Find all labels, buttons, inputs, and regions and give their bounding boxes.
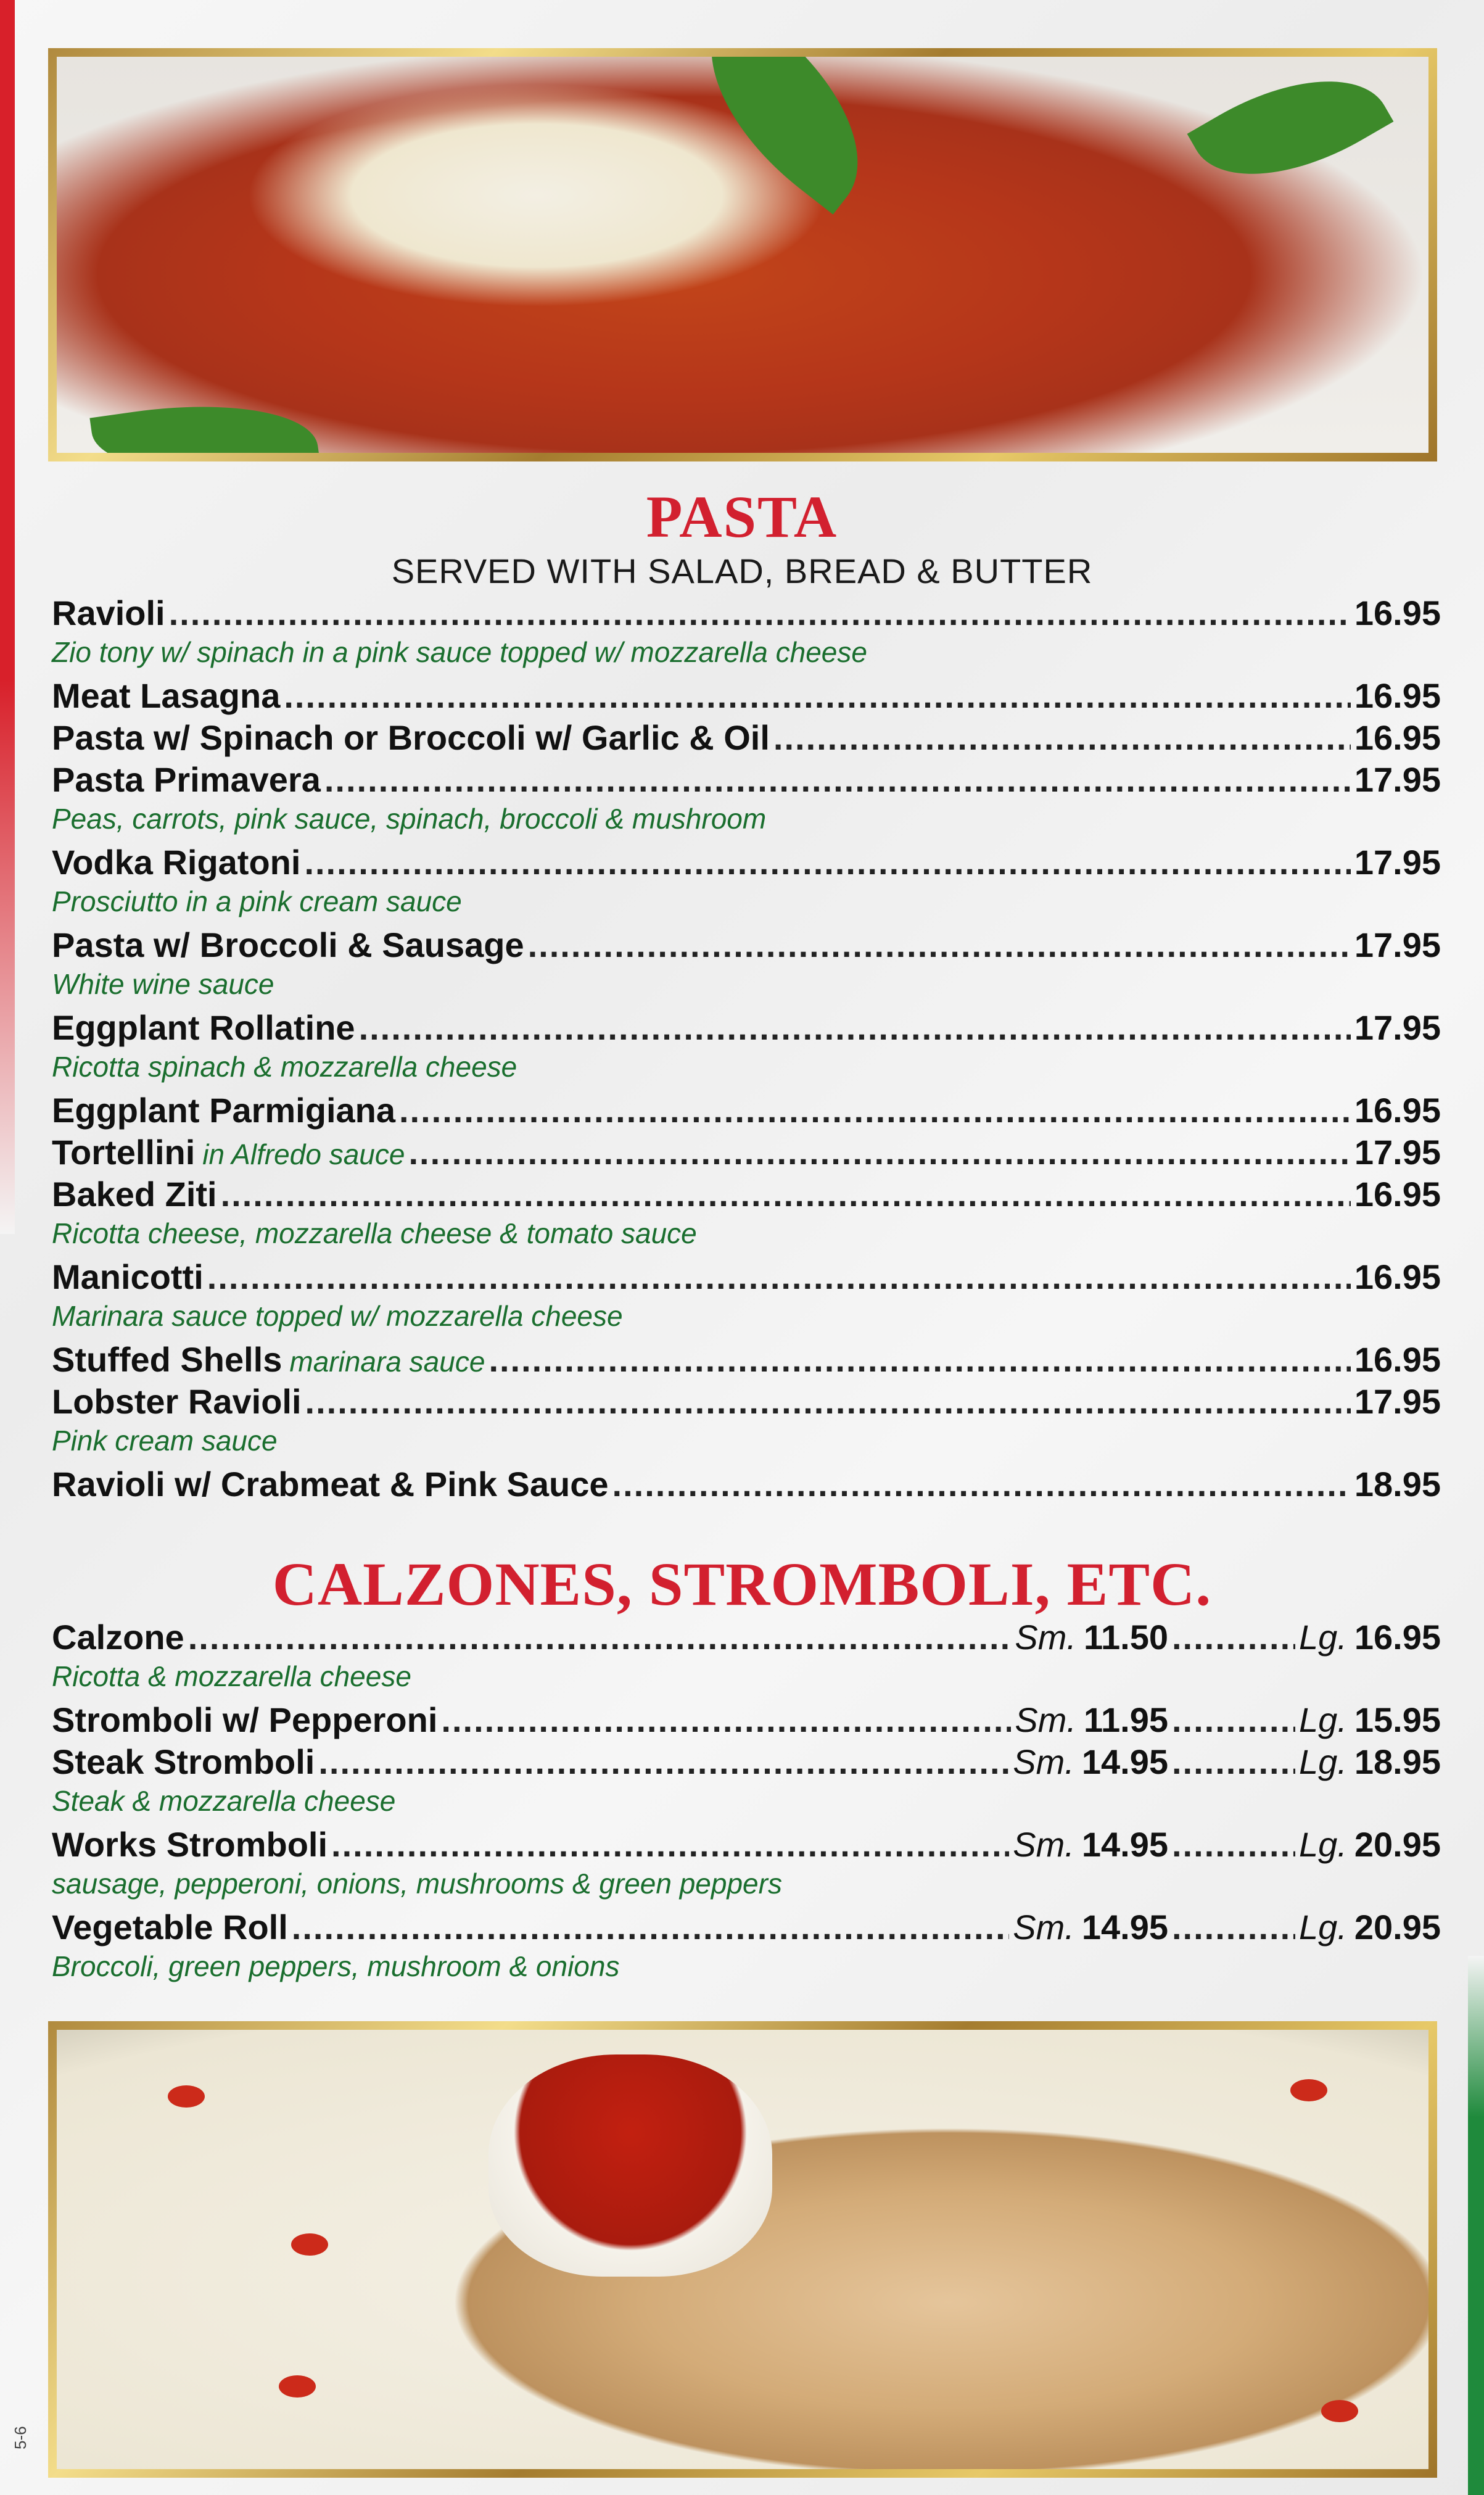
- menu-item-row: [52, 717, 1441, 759]
- dot-leader: [221, 1173, 1351, 1215]
- menu-item-row: [52, 1132, 1441, 1173]
- dot-leader: [488, 1339, 1350, 1381]
- flag-stripe-right: [1468, 1956, 1484, 2495]
- menu-item-price: 17.95: [1354, 1382, 1441, 1421]
- pasta-menu-list: [52, 592, 1441, 1505]
- menu-item-price: 16.95: [1354, 1175, 1441, 1214]
- menu-item-name: Calzone: [52, 1618, 184, 1657]
- menu-item-price: 16.95: [1354, 676, 1441, 715]
- menu-item-name: Ravioli: [52, 594, 165, 632]
- menu-item-name: Stuffed Shells: [52, 1340, 282, 1379]
- size-label-small: Sm.: [1015, 1700, 1076, 1739]
- menu-item-name: Steak Stromboli: [52, 1742, 315, 1781]
- large-price: 20.95: [1354, 1908, 1441, 1947]
- menu-item-row: [52, 1616, 1441, 1658]
- large-price: 18.95: [1354, 1742, 1441, 1781]
- size-label-large: Lg.: [1299, 1825, 1347, 1864]
- basil-leaf-icon: [1187, 57, 1394, 214]
- calzone-photo-frame: [48, 2021, 1437, 2478]
- pasta-photo-frame: [48, 48, 1437, 461]
- menu-item-price: 17.95: [1354, 1008, 1441, 1047]
- dot-leader: [408, 1132, 1350, 1173]
- menu-item-row: [52, 1741, 1441, 1783]
- menu-item-row: [52, 1463, 1441, 1505]
- size-label-small: Sm.: [1013, 1825, 1074, 1864]
- sauce-dot-icon: [279, 2375, 316, 2398]
- menu-item-row: [52, 1699, 1441, 1741]
- menu-item-description: Ricotta & mozzarella cheese: [52, 1660, 411, 1692]
- menu-item-description: White wine sauce: [52, 968, 274, 1000]
- calzone-menu-list: [52, 1616, 1441, 1989]
- menu-item-description: Peas, carrots, pink sauce, spinach, broccoli & mushroom: [52, 803, 767, 835]
- menu-item-name: Eggplant Parmigiana: [52, 1091, 395, 1130]
- menu-item-row: [52, 1339, 1441, 1381]
- menu-item-price: 16.95: [1354, 1340, 1441, 1379]
- dot-leader: [305, 1381, 1351, 1423]
- menu-item-description: Broccoli, green peppers, mushroom & onions: [52, 1950, 620, 1982]
- menu-item-price: 16.95: [1354, 594, 1441, 632]
- menu-item-price: 17.95: [1354, 843, 1441, 882]
- dot-leader: [292, 1906, 1010, 1948]
- menu-item-row: [52, 842, 1441, 883]
- menu-item-row: [52, 759, 1441, 801]
- menu-item-name: Vodka Rigatoni: [52, 843, 301, 882]
- menu-item-description: Steak & mozzarella cheese: [52, 1785, 396, 1817]
- sauce-dot-icon: [291, 2233, 328, 2256]
- page-code: 5-6: [11, 2426, 30, 2449]
- menu-item-description: Zio tony w/ spinach in a pink sauce topped w/ mozzarella cheese: [52, 636, 867, 668]
- dot-leader: [331, 1824, 1009, 1866]
- small-price: 14.95: [1081, 1825, 1168, 1864]
- dot-leader: [284, 675, 1351, 717]
- dot-leader: [612, 1463, 1351, 1505]
- menu-item-row: [52, 1173, 1441, 1215]
- dot-leader: [441, 1699, 1011, 1741]
- menu-item-name: Eggplant Rollatine: [52, 1008, 355, 1047]
- flag-stripe-left: [0, 0, 15, 1234]
- dot-leader: [324, 759, 1351, 801]
- large-price: 15.95: [1354, 1700, 1441, 1739]
- pasta-section-subtitle: SERVED WITH SALAD, BREAD & BUTTER: [391, 552, 1093, 590]
- size-label-small: Sm.: [1013, 1742, 1074, 1781]
- menu-item-name: Stromboli w/ Pepperoni: [52, 1700, 438, 1739]
- dot-leader: [169, 592, 1351, 634]
- dot-leader: [399, 1090, 1351, 1132]
- menu-item-name: Pasta Primavera: [52, 760, 321, 799]
- menu-item-row: [52, 592, 1441, 634]
- menu-item-description: Ricotta spinach & mozzarella cheese: [52, 1051, 517, 1083]
- marinara-cup-icon: [488, 2054, 772, 2277]
- menu-item-row: [52, 924, 1441, 966]
- menu-item-description: Ricotta cheese, mozzarella cheese & tomato sauce: [52, 1217, 697, 1249]
- dot-leader: [773, 717, 1351, 759]
- sauce-dot-icon: [1321, 2400, 1358, 2422]
- menu-item-price: 17.95: [1354, 925, 1441, 964]
- menu-item-name: Lobster Ravioli: [52, 1382, 302, 1421]
- menu-item-description: Marinara sauce topped w/ mozzarella cheese: [52, 1300, 623, 1332]
- small-price: 11.95: [1083, 1700, 1168, 1739]
- dot-leader: [1172, 1824, 1295, 1866]
- menu-item-row: [52, 1906, 1441, 1948]
- menu-item-row: [52, 1256, 1441, 1298]
- size-label-large: Lg.: [1299, 1618, 1347, 1657]
- menu-item-description: Prosciutto in a pink cream sauce: [52, 885, 462, 917]
- small-price: 11.50: [1083, 1618, 1168, 1657]
- dot-leader: [1172, 1699, 1295, 1741]
- dot-leader: [1172, 1906, 1295, 1948]
- menu-item-price: 17.95: [1354, 760, 1441, 799]
- small-price: 14.95: [1081, 1908, 1168, 1947]
- menu-item-row: [52, 1007, 1441, 1049]
- calzones-section-title: CALZONES, STROMBOLI, ETC.: [272, 1550, 1212, 1618]
- size-label-large: Lg.: [1299, 1908, 1347, 1947]
- dot-leader: [528, 924, 1351, 966]
- menu-item-name: Vegetable Roll: [52, 1908, 288, 1947]
- basil-leaf-icon: [668, 57, 902, 215]
- menu-item-description: Pink cream sauce: [52, 1425, 278, 1457]
- pasta-section-title: PASTA: [646, 484, 838, 550]
- small-price: 14.95: [1081, 1742, 1168, 1781]
- size-label-large: Lg.: [1299, 1742, 1347, 1781]
- menu-item-name: Meat Lasagna: [52, 676, 281, 715]
- menu-item-row: [52, 1381, 1441, 1423]
- dot-leader: [359, 1007, 1351, 1049]
- menu-item-name: Ravioli w/ Crabmeat & Pink Sauce: [52, 1465, 609, 1504]
- dot-leader: [188, 1616, 1012, 1658]
- sauce-dot-icon: [1290, 2079, 1327, 2101]
- dot-leader: [1172, 1616, 1295, 1658]
- menu-item-price: 16.95: [1354, 1091, 1441, 1130]
- dot-leader: [304, 842, 1350, 883]
- chicken-parmigiana-photo: [57, 57, 1428, 453]
- dot-leader: [318, 1741, 1009, 1783]
- menu-item-price: 17.95: [1354, 1133, 1441, 1172]
- menu-item-price: 18.95: [1354, 1465, 1441, 1504]
- menu-item-name: Pasta w/ Broccoli & Sausage: [52, 925, 524, 964]
- menu-item-name: Pasta w/ Spinach or Broccoli w/ Garlic & Oil: [52, 718, 770, 757]
- dot-leader: [207, 1256, 1351, 1298]
- menu-item-note: marinara sauce: [289, 1346, 485, 1378]
- menu-item-name: Works Stromboli: [52, 1825, 328, 1864]
- menu-item-name: Manicotti: [52, 1257, 204, 1296]
- menu-item-price: 16.95: [1354, 718, 1441, 757]
- dot-leader: [1172, 1741, 1295, 1783]
- large-price: 20.95: [1354, 1825, 1441, 1864]
- menu-item-row: [52, 1090, 1441, 1132]
- menu-item-note: in Alfredo sauce: [202, 1138, 405, 1170]
- large-price: 16.95: [1354, 1618, 1441, 1657]
- menu-item-description: sausage, pepperoni, onions, mushrooms & green peppers: [52, 1868, 782, 1900]
- menu-item-price: 16.95: [1354, 1257, 1441, 1296]
- sauce-dot-icon: [168, 2085, 205, 2108]
- calzone-photo: [57, 2030, 1428, 2469]
- menu-item-row: [52, 675, 1441, 717]
- basil-leaf-icon: [89, 387, 319, 453]
- size-label-small: Sm.: [1013, 1908, 1074, 1947]
- size-label-small: Sm.: [1015, 1618, 1076, 1657]
- menu-item-name: Baked Ziti: [52, 1175, 217, 1214]
- menu-item-row: [52, 1824, 1441, 1866]
- size-label-large: Lg.: [1299, 1700, 1347, 1739]
- menu-item-name: Tortellini: [52, 1133, 196, 1172]
